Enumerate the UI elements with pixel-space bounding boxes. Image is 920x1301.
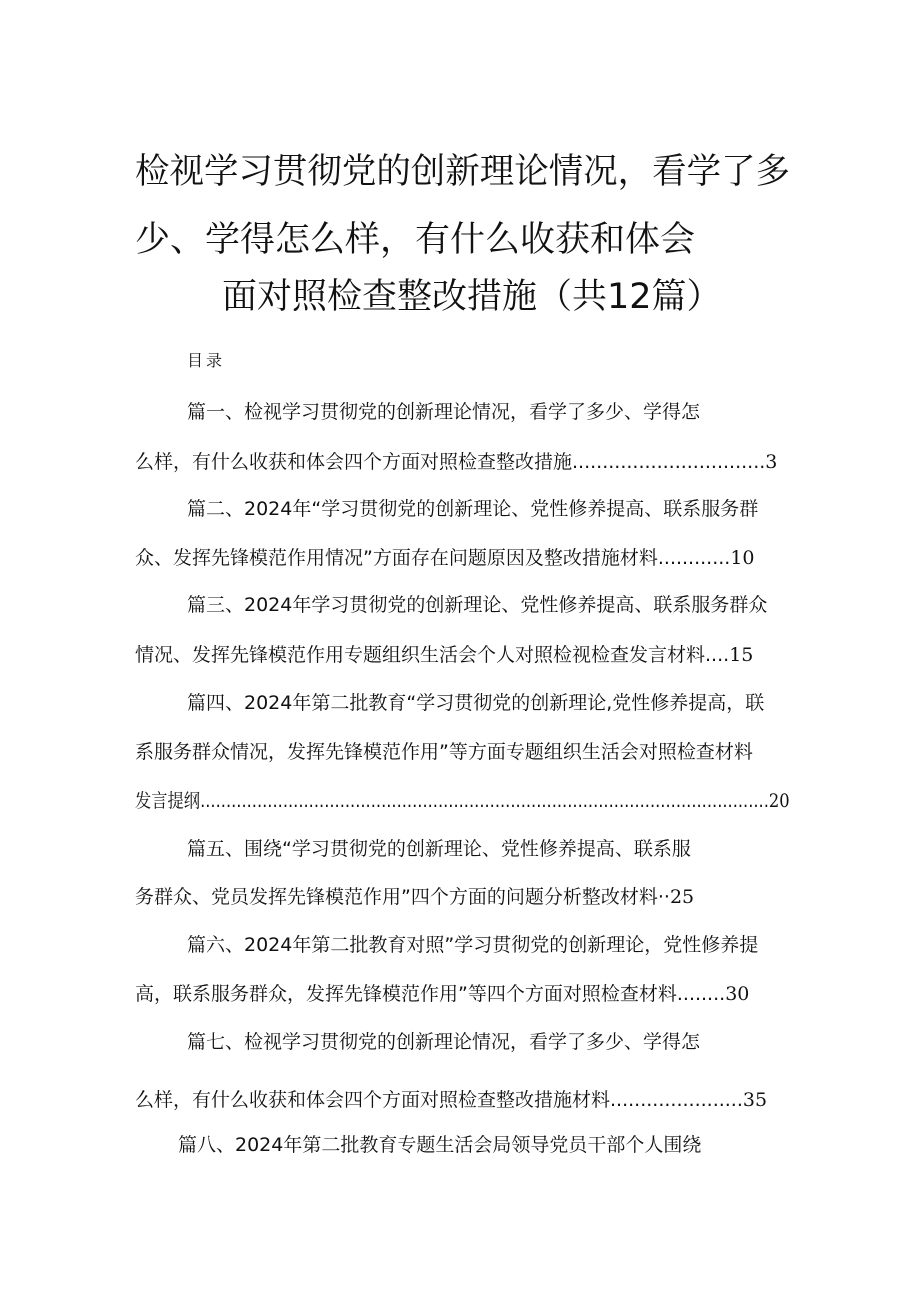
toc-heading: 目录 (187, 351, 226, 370)
toc-page-number: 30 (725, 983, 750, 1005)
toc-entry-text: 高，联系服务群众，发挥先锋模范作用”等四个方面对照检查材料 (135, 983, 677, 1005)
toc-line (135, 882, 694, 912)
toc-page-number: 15 (729, 644, 754, 666)
toc-entry-text: 发言提纲 (135, 790, 201, 812)
toc-line (187, 930, 758, 960)
toc-entry-text: 务群众、党员发挥先锋模范作用”四个方面的问题分析整改材料 (135, 886, 658, 908)
toc-leader-dots: .............................................................................................................. (200, 790, 769, 812)
toc-line (135, 737, 753, 767)
toc-leader-dots: .... (705, 644, 730, 666)
toc-line (187, 590, 767, 620)
toc-leader-dots: ................................ (572, 451, 766, 473)
toc-line (135, 1085, 767, 1115)
toc-line (135, 447, 777, 477)
toc-entry-text: 篇七、检视学习贯彻党的创新理论情况，看学了多少、学得怎 (187, 1031, 701, 1053)
toc-leader-dots: ............ (657, 547, 731, 569)
toc-entry-text: 篇八、2024年第二批教育专题生活会局领导党员干部个人围绕 (178, 1134, 702, 1156)
toc-entry-text: 篇一、检视学习贯彻党的创新理论情况，看学了多少、学得怎 (187, 401, 701, 423)
toc-entry-text: 么样，有什么收获和体会四个方面对照检查整改措施 (135, 451, 573, 473)
toc-leader-dots: ·· (657, 886, 670, 908)
toc-leader-dots: ...................... (610, 1089, 743, 1111)
toc-page-number: 10 (730, 547, 755, 569)
toc-line (135, 979, 749, 1009)
toc-entry-text: 众、发挥先锋模范作用情况”方面存在问题原因及整改措施材料 (135, 547, 658, 569)
toc-entry-text: 篇三、2024年学习贯彻党的创新理论、党性修养提高、联系服务群众 (187, 594, 768, 616)
toc-entry-text: 篇六、2024年第二批教育对照”学习贯彻党的创新理论，党性修养提 (187, 934, 759, 956)
toc-entry-text: 篇二、2024年“学习贯彻党的创新理论、党性修养提高、联系服务群 (187, 498, 759, 520)
toc-line (187, 834, 691, 864)
toc-line (135, 786, 790, 816)
toc-entry-text: 篇五、围绕“学习贯彻党的创新理论、党性修养提高、联系服 (187, 838, 691, 860)
toc-line (187, 494, 758, 524)
toc-entry-text: 情况、发挥先锋模范作用专题组织生活会个人对照检视检查发言材料 (135, 644, 706, 666)
toc-line (187, 1027, 700, 1057)
toc-line (135, 543, 755, 573)
toc-entry-text: 系服务群众情况，发挥先锋模范作用”等方面专题组织生活会对照检查材料 (135, 741, 753, 763)
toc-line (187, 397, 700, 427)
document-title-line-3: 面对照检查整改措施（共12篇） (222, 277, 722, 317)
toc-entry-text: 么样，有什么收获和体会四个方面对照检查整改措施材料 (135, 1089, 611, 1111)
toc-entry-text: 篇四、2024年第二批教育“学习贯彻党的创新理论,党性修养提高，联 (187, 692, 765, 714)
toc-leader-dots: ........ (676, 983, 726, 1005)
toc-line (187, 688, 764, 718)
toc-page-number: 25 (669, 886, 695, 908)
toc-page-number: 3 (765, 451, 778, 473)
toc-page-number: 20 (768, 790, 790, 812)
document-title-line-1: 检视学习贯彻党的创新理论情况，看学了多 (135, 152, 791, 192)
toc-page-number: 35 (742, 1089, 768, 1111)
toc-line (178, 1130, 701, 1160)
toc-line (135, 640, 753, 670)
document-title-line-2: 少、学得怎么样，有什么收获和体会 (135, 220, 696, 260)
